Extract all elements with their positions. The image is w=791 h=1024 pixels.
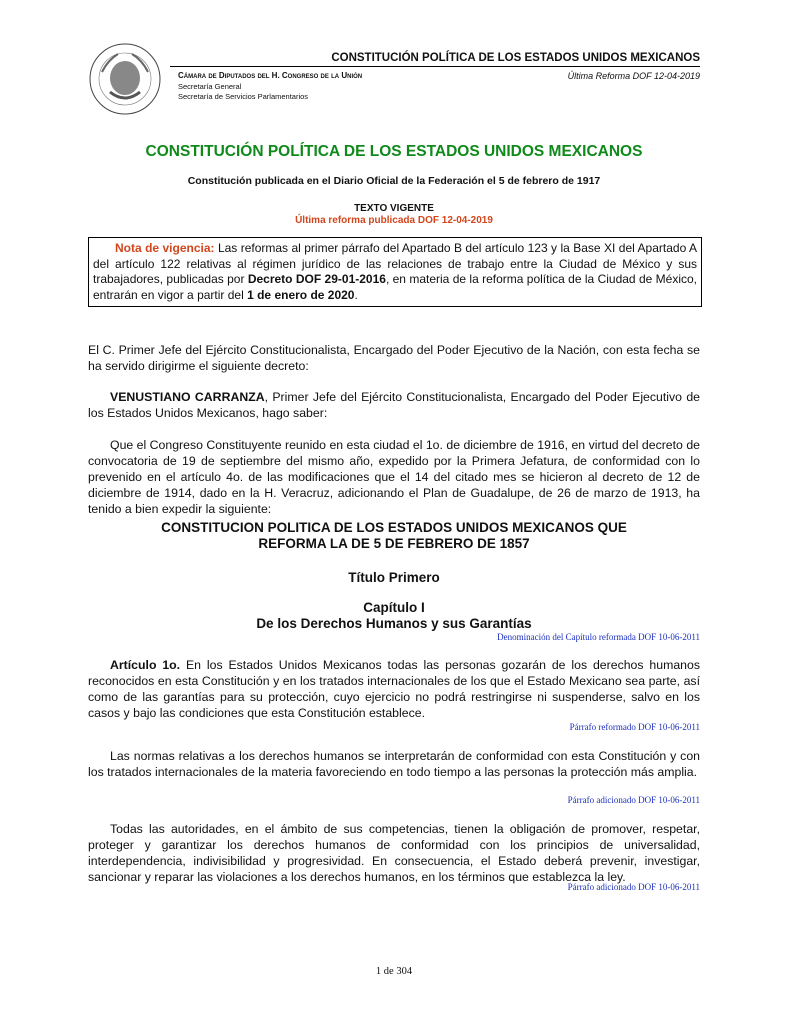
coat-of-arms-seal-icon: [88, 42, 162, 116]
article-1-paragraph: [88, 657, 700, 721]
texto-vigente: TEXTO VIGENTE: [354, 203, 434, 214]
titulo-heading: Título Primero: [348, 570, 440, 585]
article-text: En los Estados Unidos Mexicanos todas las personas gozarán de los derechos humanos reconocidos en esta Constitución y en los tratados internacionales de los que el Estado Mexicano sea parte, así como de las garantías para su protección, cuyo ejercicio no podrá restringirse ni suspenderse, salvo en los casos y bajo las condiciones que esta Constitución establece.: [88, 658, 700, 720]
capitulo-name: De los Derechos Humanos y sus Garantías: [256, 616, 532, 631]
carranza-text: , Primer Jefe del Ejército Constitucionalista, Encargado del Poder Ejecutivo de los Estados Unidos Mexicanos, hago saber:: [88, 390, 700, 420]
capitulo-heading: Capítulo I: [363, 600, 425, 615]
reform-note: Párrafo reformado DOF 10-06-2011: [569, 722, 700, 732]
notice-date: 1 de enero de 2020: [247, 287, 355, 302]
document-title: CONSTITUCIÓN POLÍTICA DE LOS ESTADOS UNIDOS MEXICANOS: [145, 143, 643, 160]
article-label: Artículo 1o.: [110, 658, 181, 672]
reform-note: Párrafo adicionado DOF 10-06-2011: [567, 795, 700, 805]
congreso-paragraph: Que el Congreso Constituyente reunido en esta ciudad el 1o. de diciembre de 1916, en virtud del decreto de convocatoria de 19 de septiembre del mismo año, expedido por la Primera Jefatura, de conformidad con lo prevenido en el artículo 4o. de las modificaciones que el 14 del citado mes se hicieron al decreto de 12 de diciembre de 1914, dado en la H. Veracruz, adicionando el Plan de Guadalupe, de 26 de marzo de 1913, ha tenido a bien expedir la siguiente:: [88, 438, 700, 516]
carranza-paragraph: [88, 389, 700, 421]
publication-line: Constitución publicada en el Diario Oficial de la Federación el 5 de febrero de 1917: [187, 175, 601, 187]
notice-decree: Decreto DOF 29-01-2016: [247, 272, 386, 286]
org-name: Cámara de Diputados del H. Congreso de la Unión: [178, 71, 363, 80]
reform-note: Párrafo adicionado DOF 10-06-2011: [567, 882, 700, 892]
dept-general: Secretaría General: [178, 81, 242, 91]
validity-block: [88, 203, 700, 227]
page-number: 1 de 304: [375, 966, 413, 977]
header-organization: [178, 71, 362, 103]
constitution-heading: CONSTITUCION POLITICA DE LOS ESTADOS UNIDOS MEXICANOS QUE REFORMA LA DE 5 DE FEBRERO DE 1857: [161, 520, 627, 551]
carranza-name: VENUSTIANO CARRANZA: [110, 390, 265, 404]
header-divider: [170, 66, 700, 67]
reform-note: Denominación del Capítulo reformada DOF 10-06-2011: [497, 632, 700, 642]
notice-text: Las reformas al primer párrafo del Apartado B del artículo 123 y la Base XI del Apartado A del artículo 122 relativas al régimen jurídico de las relaciones de trabajo entre la Ciudad de México y sus trabajadores, publicadas por: [93, 241, 698, 286]
notice-text: , en materia de la reforma política de la Ciudad de México, entrarán en vigor a partir del: [93, 272, 697, 302]
notice-text: .: [354, 287, 358, 302]
intro-paragraph: El C. Primer Jefe del Ejército Constitucionalista, Encargado del Poder Ejecutivo de la Nación, con esta fecha se ha servido dirigirme el siguiente decreto:: [88, 343, 700, 373]
dept-services: Secretaría de Servicios Parlamentarios: [178, 92, 309, 101]
validity-notice-box: [88, 237, 702, 307]
header-title: CONSTITUCIÓN POLÍTICA DE LOS ESTADOS UNIDOS MEXICANOS: [331, 52, 700, 64]
header-last-reform: Última Reforma DOF 12-04-2019: [567, 71, 700, 81]
article-1-paragraph-2: Las normas relativas a los derechos humanos se interpretarán de conformidad con esta Constitución y con los tratados internacionales de la materia favoreciendo en todo tiempo a las personas la protección más amplia.: [88, 749, 700, 779]
notice-label: Nota de vigencia:: [115, 241, 215, 255]
article-1-paragraph-3: Todas las autoridades, en el ámbito de sus competencias, tienen la obligación de promover, respetar, proteger y garantizar los derechos humanos de conformidad con los principios de universalidad, interdependencia, indivisibilidad y progresividad. En consecuencia, el Estado deberá prevenir, investigar, sancionar y reparar las violaciones a los derechos humanos, en los términos que establezca la ley.: [88, 822, 700, 884]
last-reform-line: Última reforma publicada DOF 12-04-2019: [295, 215, 493, 226]
